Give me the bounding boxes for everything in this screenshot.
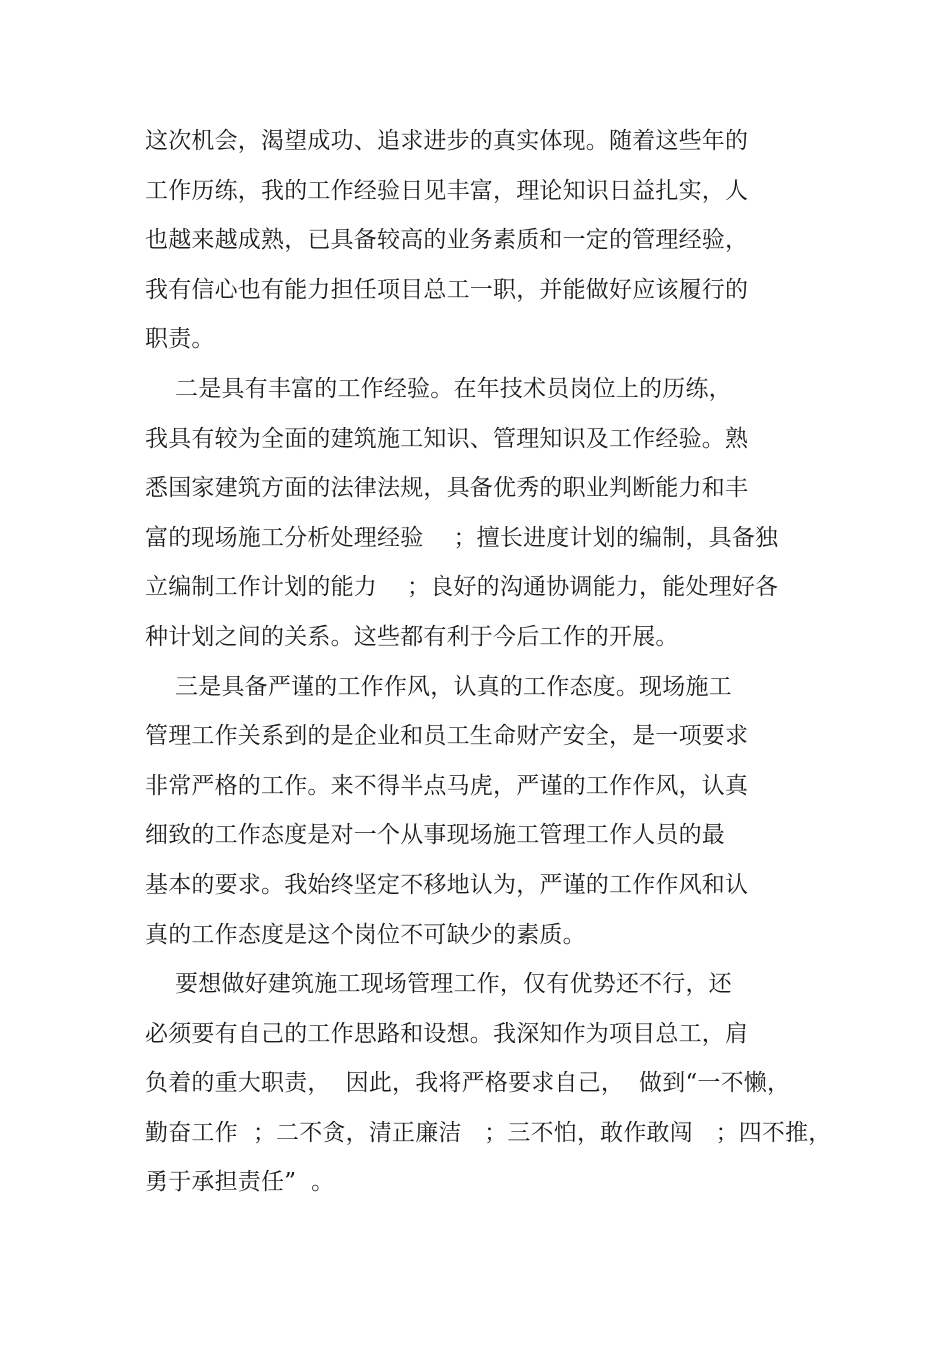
text-line: 立编制工作计划的能力 ；良好的沟通协调能力，能处理好各 [145,574,779,601]
text-line: 勇于承担责任” 。 [145,1169,335,1196]
text-line: 勤奋工作 ；二不贪，清正廉洁 ；三不怕，敢作敢闯 ；四不推， [145,1119,832,1146]
text-line: 必须要有自己的工作思路和设想。我深知作为项目总工，肩 [145,1020,749,1047]
text-line: 基本的要求。我始终坚定不移地认为，严谨的工作作风和认 [145,871,749,898]
text-line: 负着的重大职责， 因此，我将严格要求自己， 做到“一不懒， [145,1070,791,1097]
text-line: 种计划之间的关系。这些都有利于今后工作的开展。 [145,623,679,650]
text-line: 这次机会，渴望成功、追求进步的真实体现。随着这些年的 [145,128,749,154]
text-line: 我有信心也有能力担任项目总工一职，并能做好应该履行的 [145,276,749,303]
text-line: 我具有较为全面的建筑施工知识、管理知识及工作经验。熟 [145,425,749,452]
text-line: 非常严格的工作。来不得半点马虎，严谨的工作作风，认真 [145,772,749,799]
text-line: 要想做好建筑施工现场管理工作，仅有优势还不行，还 [145,971,732,998]
text-line: 真的工作态度是这个岗位不可缺少的素质。 [145,921,586,948]
text-line: 细致的工作态度是对一个从事现场施工管理工作人员的最 [145,822,725,849]
text-line: 三是具备严谨的工作作风，认真的工作态度。现场施工 [145,673,732,700]
text-line: 也越来越成熟，已具备较高的业务素质和一定的管理经验， [145,227,749,254]
text-line: 工作历练，我的工作经验日见丰富，理论知识日益扎实，人 [145,177,749,204]
body-text [145,122,845,1213]
text-line: 管理工作关系到的是企业和员工生命财产安全，是一项要求 [145,723,749,750]
text-line: 二是具有丰富的工作经验。在年技术员岗位上的历练， [145,375,732,402]
text-line: 悉国家建筑方面的法律法规，具备优秀的职业判断能力和丰 [145,475,749,502]
text-line: 富的现场施工分析处理经验 ；擅长进度计划的编制，具备独 [145,524,779,551]
text-line: 职责。 [145,326,215,353]
